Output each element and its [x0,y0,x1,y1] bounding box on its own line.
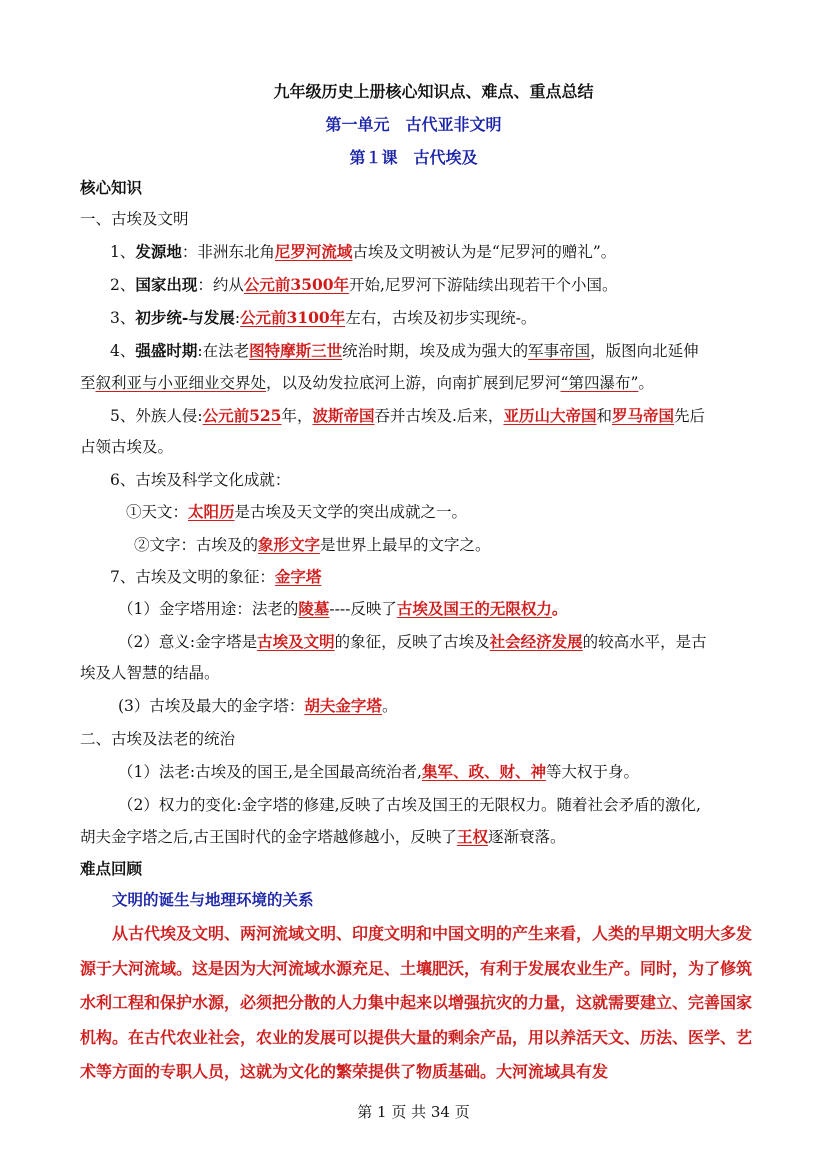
part2-heading: 二、古埃及法老的统治 [80,730,236,748]
section-difficult-heading: 难点回顾 [80,859,143,878]
pharaoh-point-2-cont: 胡夫金字塔之后,古王国时代的金字塔越修越小，反映了王权逐渐衰落。 [80,827,566,846]
lesson-title: 第１课 古代埃及 [349,148,478,167]
part1-heading: 一、古埃及文明 [80,210,189,228]
point-5-cont: 占领古埃及。 [80,438,174,456]
point-4-cont: 至叙利亚与小亚细业交界处，以及幼发拉底河上游，向南扩展到尼罗河“第四瀑布”。 [80,374,654,392]
point-6-astronomy: ①天文：太阳历是古埃及天文学的突出成就之一。 [126,502,468,521]
pharaoh-point-2: （2）权力的变化:金字塔的修建,反映了古埃及国王的无限权力。随着社会矛盾的激化, [118,796,701,814]
difficult-paragraph: 从古代埃及文明、两河流域文明、印度文明和中国文明的产生来看，人类的早期文明大多发源于大河流域。这是因为大河流域水源充足、土壤肥沃，有利于发展农业生产。同时，为了修筑水利工程和保护水源，必须把分散的人力集中起来以增强抗灾的力量，这就需要建立、完善国家机构。在古代农业社会，农业的发展可以提供大量的剩余产品，用以养活天文、历法、医学、艺术等方面的专职人员，这就为文化的繁荣提供了物质基础。大河流域具有发 [80,924,753,1081]
point-7-largest: (3）古埃及最大的金字塔：胡夫金字塔。 [118,696,398,715]
point-4: 4、强盛时期:在法老图特摩斯三世统治时期，埃及成为强大的军事帝国，版图向北延伸 [110,341,699,360]
point-2: 2、国家出现：约从公元前3500年开始,尼罗河下游陆续出现若干个小国。 [110,275,618,294]
page-footer: 第 1 页 共 34 页 [357,1103,470,1121]
point-7-usage: （1）金字塔用途：法老的陵墓----反映了古埃及国王的无限权力。 [118,599,568,618]
point-5: 5、外族人侵:公元前525年，波斯帝国吞并古埃及.后来，亚历山大帝国和罗马帝国先后 [110,406,705,425]
point-7-meaning-cont: 埃及人智慧的结晶。 [80,664,220,682]
unit-title: 第一单元 古代亚非文明 [325,115,502,134]
point-6: 6、古埃及科学文化成就： [110,471,291,489]
point-7: 7、古埃及文明的象征：金字塔 [110,567,322,586]
point-6-writing: ②文字：古埃及的象形文字是世界上最早的文字之。 [134,535,491,554]
main-title: 九年级历史上册核心知识点、难点、重点总结 [273,82,594,101]
section-core-heading: 核心知识 [80,178,143,197]
difficult-topic-title: 文明的诞生与地理环境的关系 [112,890,314,909]
pharaoh-point-1: （1）法老:古埃及的国王,是全国最高统治者,集军、政、财、神等大权于身。 [118,762,639,781]
point-1: 1、发源地：非洲东北角尼罗河流域古埃及文明被认为是“尼罗河的赠礼”。 [110,242,617,261]
point-7-meaning: （2）意义:金字塔是古埃及文明的象征，反映了古埃及社会经济发展的较高水平，是古 [118,632,707,651]
point-3: 3、初步统-与发展:公元前3100年左右，古埃及初步实现统-。 [110,308,537,327]
